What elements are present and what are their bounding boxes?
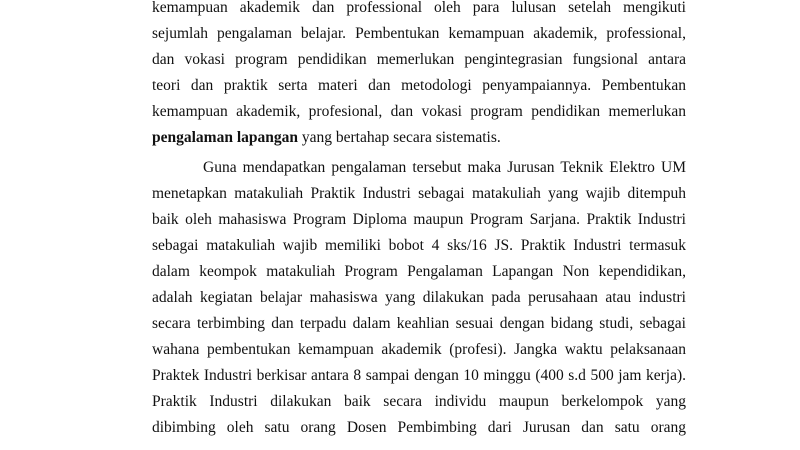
text-line: kemampuan akademik, profesional, dan vokasi program pendidikan memerlukan (152, 103, 686, 120)
paragraph-1 (152, 0, 686, 151)
text-line: wahana pembentukan kemampuan akademik (profesi). Jangka waktu pelaksanaan (152, 341, 686, 358)
text-line: sebagai matakuliah wajib memiliki bobot 4 sks/16 JS. Praktik Industri termasuk (152, 237, 686, 254)
text-line: baik oleh mahasiswa Program Diploma maupun Program Sarjana. Praktik Industri (152, 211, 686, 228)
text-line: adalah kegiatan belajar mahasiswa yang dilakukan pada perusahaan atau industri (152, 289, 686, 306)
text-line: Guna mendapatkan pengalaman tersebut maka Jurusan Teknik Elektro UM (203, 159, 686, 176)
text-line: dalam keompok matakuliah Program Pengalaman Lapangan Non kependidikan, (152, 263, 686, 280)
text-line (152, 125, 686, 151)
text-line: dibimbing oleh satu orang Dosen Pembimbing dari Jurusan dan satu orang (152, 419, 686, 436)
text-line: dan vokasi program pendidikan memerlukan pengintegrasian fungsional antara (152, 51, 686, 68)
text-line: kemampuan akademik dan professional oleh para lulusan setelah mengikuti (152, 0, 686, 16)
text-line: Praktik Industri dilakukan baik secara individu maupun berkelompok yang (152, 393, 686, 410)
text-line: teori dan praktik serta materi dan metodologi penyampaiannya. Pembentukan (152, 77, 686, 94)
text-line: secara terbimbing dan terpadu dalam keahlian sesuai dengan bidang studi, sebagai (152, 315, 686, 332)
text-line: menetapkan matakuliah Praktik Industri sebagai matakuliah yang wajib ditempuh (152, 185, 686, 202)
text-line: Praktek Industri berkisar antara 8 sampai dengan 10 minggu (400 s.d 500 jam kerja). (152, 367, 686, 384)
body-text (152, 0, 686, 441)
text-line: sejumlah pengalaman belajar. Pembentukan kemampuan akademik, professional, (152, 25, 686, 42)
bold-phrase: pengalaman lapangan (152, 129, 299, 146)
paragraph-2 (152, 155, 686, 441)
text-span: yang bertahap secara sistematis. (298, 129, 501, 146)
